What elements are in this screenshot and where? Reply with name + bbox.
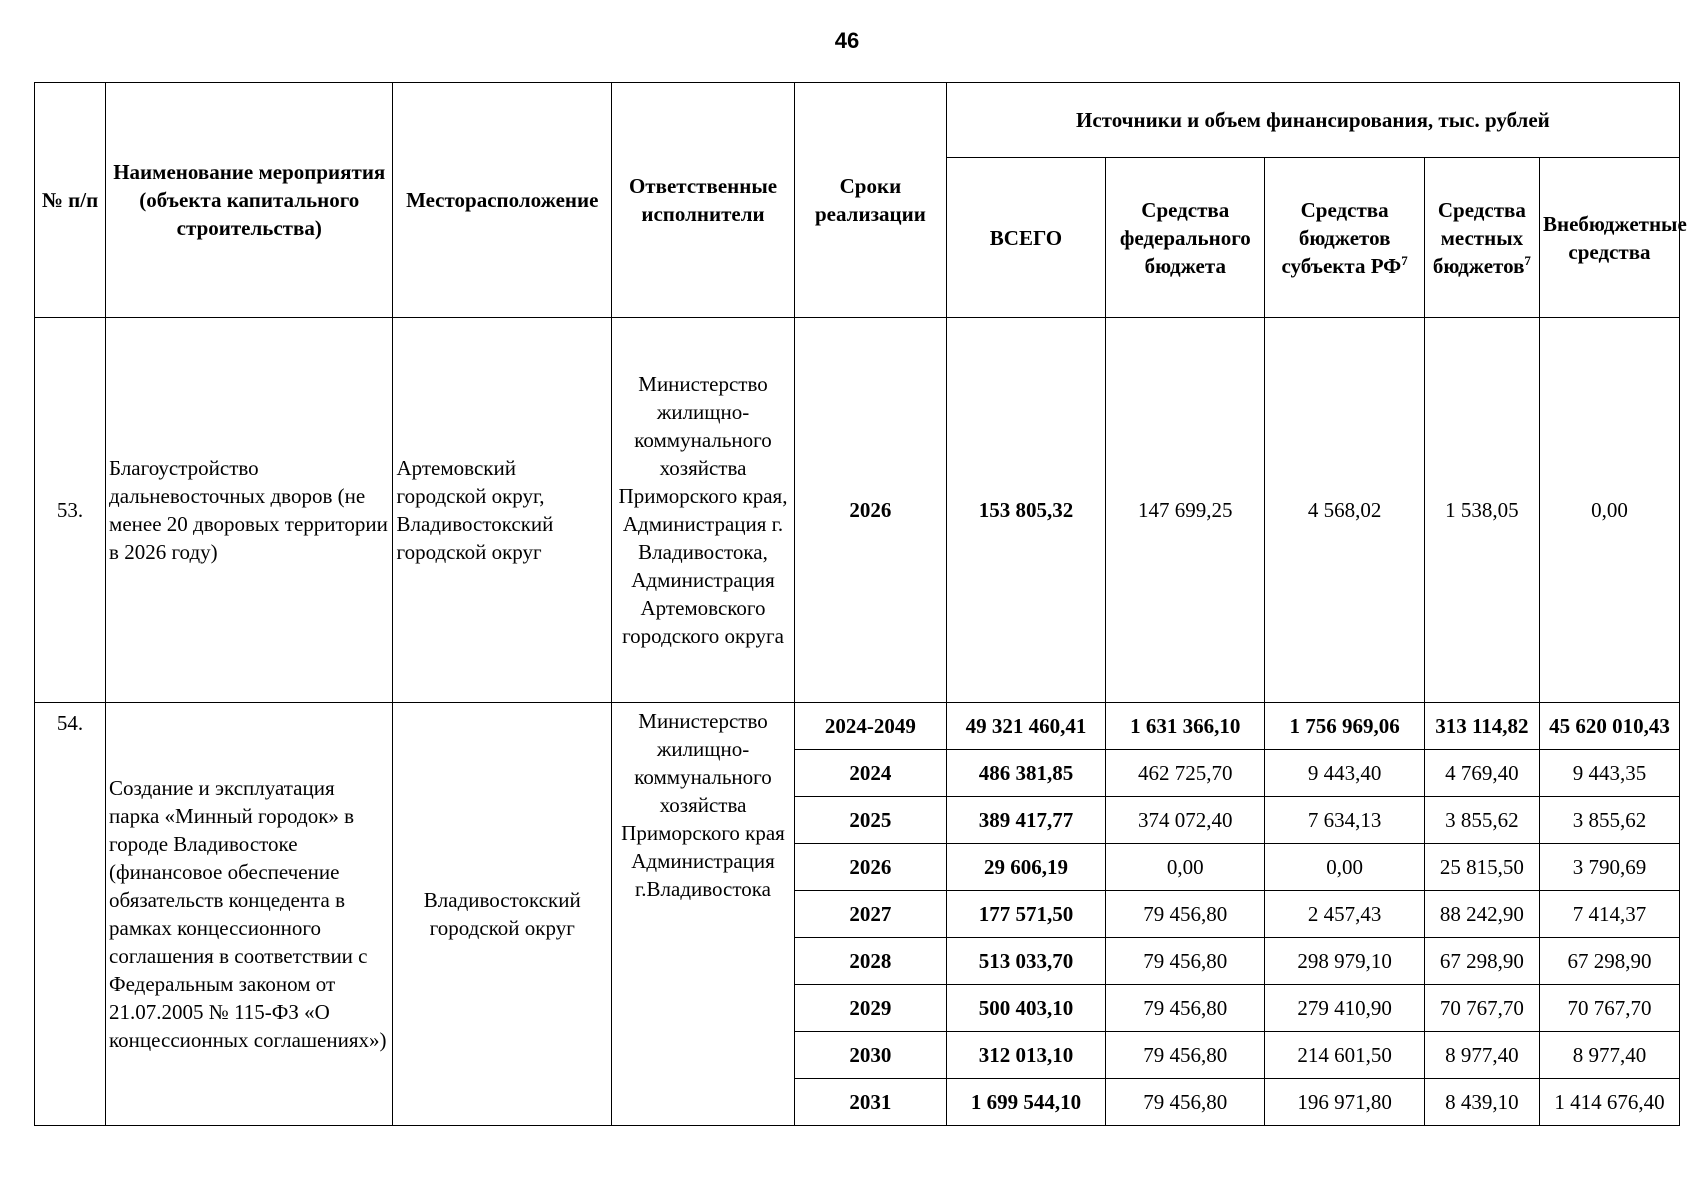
header-subject-footnote: 7 <box>1401 252 1408 268</box>
year-term: 2031 <box>795 1079 947 1126</box>
year-local: 8 439,10 <box>1424 1079 1539 1126</box>
year-federal: 0,00 <box>1106 844 1265 891</box>
year-offbudget: 70 767,70 <box>1539 985 1679 1032</box>
header-total: ВСЕГО <box>946 158 1105 318</box>
year-term: 2026 <box>795 844 947 891</box>
row-num: 53. <box>35 318 106 703</box>
year-term: 2029 <box>795 985 947 1032</box>
year-federal: 79 456,80 <box>1106 891 1265 938</box>
year-subject: 214 601,50 <box>1265 1032 1424 1079</box>
year-subject: 298 979,10 <box>1265 938 1424 985</box>
year-term: 2025 <box>795 797 947 844</box>
header-local <box>1424 158 1539 318</box>
year-subject: 279 410,90 <box>1265 985 1424 1032</box>
year-term: 2028 <box>795 938 947 985</box>
year-total: 486 381,85 <box>946 750 1105 797</box>
row-total: 153 805,32 <box>946 318 1105 703</box>
header-federal: Средства федерального бюджета <box>1106 158 1265 318</box>
page-number: 46 <box>834 28 860 53</box>
year-local: 3 855,62 <box>1424 797 1539 844</box>
table-row <box>35 703 1680 750</box>
row-name: Создание и эксплуатация парка «Минный городок» в городе Владивостоке (финансовое обеспечение обязательств концедента в рамках концессионного соглашения в соответствии с Федеральным законом от 21.07.2005 № 115-ФЗ «О концессионных соглашениях») <box>106 703 393 1126</box>
year-subject: 1 756 969,06 <box>1265 703 1424 750</box>
row-subject: 4 568,02 <box>1265 318 1424 703</box>
year-subject: 7 634,13 <box>1265 797 1424 844</box>
row-location: Владивостокский городской округ <box>393 703 612 1126</box>
year-subject: 9 443,40 <box>1265 750 1424 797</box>
year-subject: 196 971,80 <box>1265 1079 1424 1126</box>
funding-table <box>34 82 1687 1126</box>
year-offbudget: 7 414,37 <box>1539 891 1679 938</box>
row-local: 1 538,05 <box>1424 318 1539 703</box>
year-local: 313 114,82 <box>1424 703 1539 750</box>
year-total: 389 417,77 <box>946 797 1105 844</box>
row-term: 2026 <box>795 318 947 703</box>
header-row-1 <box>35 83 1680 158</box>
year-offbudget: 9 443,35 <box>1539 750 1679 797</box>
header-local-footnote: 7 <box>1524 252 1531 268</box>
year-federal: 79 456,80 <box>1106 1032 1265 1079</box>
year-term: 2024 <box>795 750 947 797</box>
year-offbudget: 8 977,40 <box>1539 1032 1679 1079</box>
year-total: 312 013,10 <box>946 1032 1105 1079</box>
header-name: Наименование мероприятия (объекта капитального строительства) <box>106 83 393 318</box>
year-subject: 0,00 <box>1265 844 1424 891</box>
row-location: Артемовский городской округ, Владивостокский городской округ <box>393 318 612 703</box>
row-executors: Министерство жилищно-коммунального хозяйства Приморского края Администрация г.Владивостока <box>612 703 795 1126</box>
year-federal: 462 725,70 <box>1106 750 1265 797</box>
year-federal: 1 631 366,10 <box>1106 703 1265 750</box>
header-terms: Сроки реализации <box>795 83 947 318</box>
year-federal: 374 072,40 <box>1106 797 1265 844</box>
year-term: 2027 <box>795 891 947 938</box>
year-offbudget: 3 855,62 <box>1539 797 1679 844</box>
year-local: 25 815,50 <box>1424 844 1539 891</box>
header-offbudget: Внебюджетные средства <box>1539 158 1679 318</box>
year-total: 513 033,70 <box>946 938 1105 985</box>
year-offbudget: 1 414 676,40 <box>1539 1079 1679 1126</box>
row-federal: 147 699,25 <box>1106 318 1265 703</box>
year-total: 29 606,19 <box>946 844 1105 891</box>
header-funding: Источники и объем финансирования, тыс. рублей <box>946 83 1679 158</box>
year-total: 500 403,10 <box>946 985 1105 1032</box>
year-subject: 2 457,43 <box>1265 891 1424 938</box>
year-federal: 79 456,80 <box>1106 938 1265 985</box>
table-row <box>35 318 1680 703</box>
year-total: 49 321 460,41 <box>946 703 1105 750</box>
year-federal: 79 456,80 <box>1106 1079 1265 1126</box>
year-local: 88 242,90 <box>1424 891 1539 938</box>
year-local: 4 769,40 <box>1424 750 1539 797</box>
header-subject-label: Средства бюджетов субъекта РФ <box>1281 197 1402 278</box>
year-local: 8 977,40 <box>1424 1032 1539 1079</box>
row-num: 54. <box>35 703 106 1126</box>
year-local: 67 298,90 <box>1424 938 1539 985</box>
header-executors: Ответственные исполнители <box>612 83 795 318</box>
year-term: 2030 <box>795 1032 947 1079</box>
year-total: 177 571,50 <box>946 891 1105 938</box>
header-location: Месторасположение <box>393 83 612 318</box>
header-local-label: Средства местных бюджетов <box>1432 197 1526 278</box>
year-term: 2024-2049 <box>795 703 947 750</box>
row-offbudget: 0,00 <box>1539 318 1679 703</box>
year-total: 1 699 544,10 <box>946 1079 1105 1126</box>
year-offbudget: 3 790,69 <box>1539 844 1679 891</box>
year-federal: 79 456,80 <box>1106 985 1265 1032</box>
row-executors: Министерство жилищно-коммунального хозяйства Приморского края, Администрация г. Владивостока, Администрация Артемовского городского округа <box>612 318 795 703</box>
year-offbudget: 67 298,90 <box>1539 938 1679 985</box>
row-name: Благоустройство дальневосточных дворов (не менее 20 дворовых территории в 2026 году) <box>106 318 393 703</box>
year-offbudget: 45 620 010,43 <box>1539 703 1679 750</box>
year-local: 70 767,70 <box>1424 985 1539 1032</box>
header-subject <box>1265 158 1424 318</box>
header-num: № п/п <box>35 83 106 318</box>
